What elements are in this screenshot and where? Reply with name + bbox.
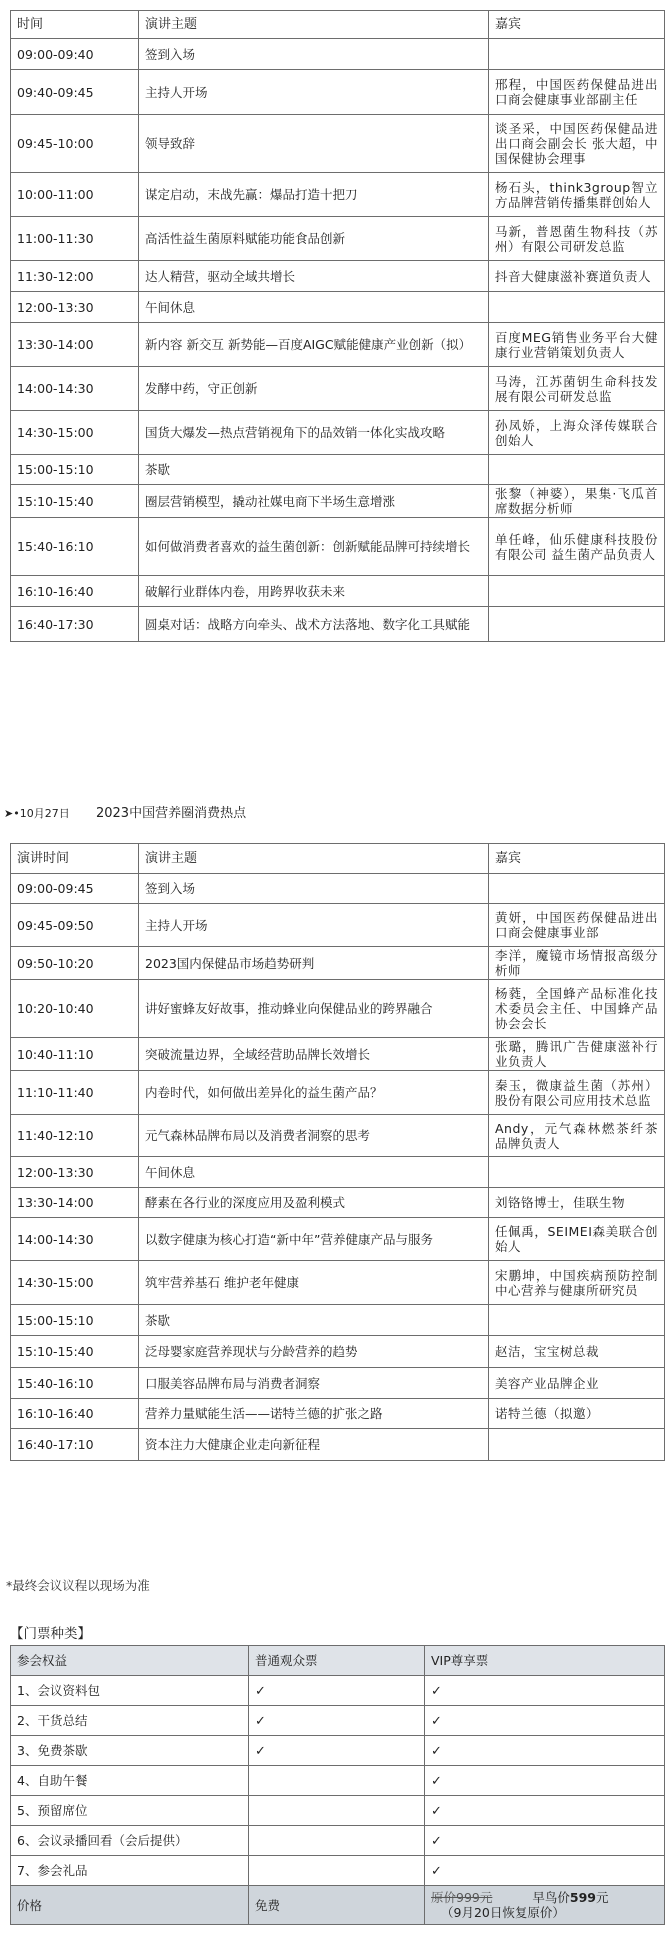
session-speaker: 马新，普恩菌生物科技（苏州）有限公司研发总监 [489,217,665,261]
session-topic: 讲好蜜蜂友好故事，推动蜂业向保健品业的跨界融合 [139,980,489,1038]
schedule-row [11,1218,665,1261]
session-time: 14:00-14:30 [11,1218,139,1261]
session-speaker [489,576,665,607]
session-speaker [489,292,665,323]
regular-benefit-cell [249,1676,425,1706]
session-topic: 主持人开场 [139,70,489,115]
schedule-row [11,1261,665,1305]
schedule-row [11,874,665,904]
session-topic: 2023国内保健品市场趋势研判 [139,947,489,980]
schedule-row [11,904,665,947]
schedule-row [11,1336,665,1368]
session-time: 11:10-11:40 [11,1071,139,1115]
session-speaker: 邢程，中国医药保健品进出口商会健康事业部副主任 [489,70,665,115]
session-speaker: 黄妍，中国医药保健品进出口商会健康事业部 [489,904,665,947]
check-icon: ✓ [431,1683,442,1699]
day2-date: ➤•10月27日 [4,807,70,820]
session-time: 09:00-09:45 [11,874,139,904]
schedule-row [11,1157,665,1188]
session-time: 09:45-10:00 [11,115,139,173]
session-topic: 领导致辞 [139,115,489,173]
session-time: 16:40-17:10 [11,1429,139,1461]
schedule-row [11,1368,665,1399]
schedule-row [11,485,665,518]
ticket-benefit-row [11,1736,665,1766]
session-speaker: 孙凤娇，上海众泽传媒联合创始人 [489,411,665,455]
session-topic: 酵素在各行业的深度应用及盈利模式 [139,1188,489,1218]
schedule-row [11,1188,665,1218]
ticket-header-row [11,1646,665,1676]
session-speaker [489,1157,665,1188]
session-speaker [489,1429,665,1461]
session-time: 16:40-17:30 [11,607,139,642]
session-speaker: 宋鹏坤，中国疾病预防控制中心营养与健康所研究员 [489,1261,665,1305]
header-regular-ticket: 普通观众票 [249,1646,425,1676]
vip-benefit-cell [425,1826,665,1856]
benefit-label: 3、免费茶歇 [11,1736,249,1766]
header-speaker: 嘉宾 [489,11,665,39]
schedule-row [11,261,665,292]
vip-benefit-cell [425,1706,665,1736]
vip-benefit-cell [425,1796,665,1826]
session-time: 14:30-15:00 [11,411,139,455]
vip-price [425,1886,665,1925]
ticket-table [10,1645,665,1925]
session-time: 16:10-16:40 [11,1399,139,1429]
check-icon: ✓ [255,1713,266,1729]
early-bird-label: 早鸟价 [532,1890,570,1905]
benefit-label: 6、会议录播回看（会后提供） [11,1826,249,1856]
check-icon: ✓ [431,1743,442,1759]
schedule-row [11,115,665,173]
vip-price-note: （9月20日恢复原价） [441,1905,565,1920]
session-speaker: 马涛，江苏菌钥生命科技发展有限公司研发总监 [489,367,665,411]
regular-benefit-cell [249,1706,425,1736]
day2-section-title [4,802,246,821]
vip-benefit-cell [425,1736,665,1766]
session-speaker: 杨石头，think3group智立方品牌营销传播集群创始人 [489,173,665,217]
check-icon: ✓ [431,1803,442,1819]
regular-benefit-cell [249,1826,425,1856]
session-time: 09:50-10:20 [11,947,139,980]
session-topic: 圆桌对话：战略方向牵头、战术方法落地、数字化工具赋能 [139,607,489,642]
regular-benefit-cell [249,1736,425,1766]
benefit-label: 2、干货总结 [11,1706,249,1736]
schedule-row [11,367,665,411]
session-topic: 元气森林品牌布局以及消费者洞察的思考 [139,1115,489,1157]
session-topic: 新内容 新交互 新势能—百度AIGC赋能健康产业创新（拟） [139,323,489,367]
session-speaker: 秦玉，微康益生菌（苏州）股份有限公司应用技术总监 [489,1071,665,1115]
schedule-row [11,576,665,607]
session-time: 10:00-11:00 [11,173,139,217]
check-icon: ✓ [431,1863,442,1879]
header-time: 演讲时间 [11,844,139,874]
header-topic: 演讲主题 [139,11,489,39]
session-topic: 口服美容品牌布局与消费者洞察 [139,1368,489,1399]
price-label: 价格 [11,1886,249,1925]
session-topic: 午间休息 [139,292,489,323]
ticket-types-heading: 【门票种类】 [10,1626,91,1642]
session-speaker: 抖音大健康滋补赛道负责人 [489,261,665,292]
regular-benefit-cell [249,1856,425,1886]
session-topic: 国货大爆发—热点营销视角下的品效销一体化实战攻略 [139,411,489,455]
schedule-row [11,1115,665,1157]
session-topic: 发酵中药，守正创新 [139,367,489,411]
regular-price: 免费 [249,1886,425,1925]
session-topic: 破解行业群体内卷，用跨界收获未来 [139,576,489,607]
day2-title: 2023中国营养圈消费热点 [95,806,247,821]
session-topic: 资本注力大健康企业走向新征程 [139,1429,489,1461]
schedule-row [11,1038,665,1071]
table-header-row [11,844,665,874]
session-time: 14:30-15:00 [11,1261,139,1305]
session-speaker: Andy，元气森林燃茶纤茶品牌负责人 [489,1115,665,1157]
check-icon: ✓ [431,1713,442,1729]
vip-original-price: 原价999元 [431,1890,493,1905]
session-time: 15:40-16:10 [11,518,139,576]
ticket-benefit-row [11,1796,665,1826]
session-speaker [489,455,665,485]
day2-schedule-table [10,843,665,1461]
schedule-row [11,411,665,455]
header-benefit: 参会权益 [11,1646,249,1676]
session-speaker: 谈圣采，中国医药保健品进出口商会副会长 张大超，中国保健协会理事 [489,115,665,173]
session-time: 09:45-09:50 [11,904,139,947]
vip-benefit-cell [425,1856,665,1886]
session-speaker: 刘铬铬博士，佳联生物 [489,1188,665,1218]
session-topic: 如何做消费者喜欢的益生菌创新：创新赋能品牌可持续增长 [139,518,489,576]
schedule-row [11,292,665,323]
vip-benefit-cell [425,1676,665,1706]
session-time: 15:10-15:40 [11,485,139,518]
session-time: 13:30-14:00 [11,1188,139,1218]
early-bird-value: 599 [569,1890,596,1905]
schedule-row [11,323,665,367]
session-time: 10:20-10:40 [11,980,139,1038]
schedule-row [11,39,665,70]
schedule-row [11,217,665,261]
header-speaker: 嘉宾 [489,844,665,874]
session-time: 09:40-09:45 [11,70,139,115]
benefit-label: 4、自助午餐 [11,1766,249,1796]
session-speaker [489,1305,665,1336]
header-topic: 演讲主题 [139,844,489,874]
session-speaker [489,39,665,70]
regular-benefit-cell [249,1796,425,1826]
benefit-label: 5、预留席位 [11,1796,249,1826]
check-icon: ✓ [431,1833,442,1849]
session-topic: 营养力量赋能生活——诺特兰德的扩张之路 [139,1399,489,1429]
schedule-row [11,1305,665,1336]
session-time: 15:40-16:10 [11,1368,139,1399]
session-topic: 内卷时代，如何做出差异化的益生菌产品？ [139,1071,489,1115]
session-time: 16:10-16:40 [11,576,139,607]
session-time: 15:10-15:40 [11,1336,139,1368]
session-time: 12:00-13:30 [11,292,139,323]
session-speaker [489,607,665,642]
session-speaker: 单任峰，仙乐健康科技股份有限公司 益生菌产品负责人 [489,518,665,576]
benefit-label: 1、会议资料包 [11,1676,249,1706]
schedule-row [11,1399,665,1429]
session-speaker [489,874,665,904]
session-topic: 午间休息 [139,1157,489,1188]
session-speaker: 张黎（神婆），果集·飞瓜首席数据分析师 [489,485,665,518]
session-time: 11:00-11:30 [11,217,139,261]
session-time: 13:30-14:00 [11,323,139,367]
session-time: 15:00-15:10 [11,1305,139,1336]
vip-early-bird-price [532,1890,608,1905]
table-header-row [11,11,665,39]
schedule-row [11,173,665,217]
session-topic: 茶歇 [139,1305,489,1336]
session-time: 11:30-12:00 [11,261,139,292]
session-speaker: 诺特兰德（拟邀） [489,1399,665,1429]
header-vip-ticket: VIP尊享票 [425,1646,665,1676]
session-time: 12:00-13:30 [11,1157,139,1188]
regular-benefit-cell [249,1766,425,1796]
day1-schedule-table [10,10,665,642]
header-time: 时间 [11,11,139,39]
session-topic: 筑牢营养基石 维护老年健康 [139,1261,489,1305]
schedule-row [11,980,665,1038]
session-speaker: 任佩禹，SEIMEI森美联合创始人 [489,1218,665,1261]
session-topic: 以数字健康为核心打造“新中年”营养健康产品与服务 [139,1218,489,1261]
session-speaker: 赵洁，宝宝树总裁 [489,1336,665,1368]
session-speaker: 美容产业品牌企业 [489,1368,665,1399]
session-speaker: 张璐，腾讯广告健康滋补行业负责人 [489,1038,665,1071]
session-time: 09:00-09:40 [11,39,139,70]
ticket-price-row [11,1886,665,1925]
schedule-row [11,455,665,485]
session-speaker: 杨蕤，全国蜂产品标准化技术委员会主任、中国蜂产品协会会长 [489,980,665,1038]
schedule-row [11,518,665,576]
schedule-row [11,607,665,642]
schedule-row [11,1071,665,1115]
session-topic: 签到入场 [139,39,489,70]
session-topic: 签到入场 [139,874,489,904]
session-topic: 达人精营，驱动全域共增长 [139,261,489,292]
ticket-benefit-row [11,1676,665,1706]
session-time: 11:40-12:10 [11,1115,139,1157]
session-topic: 圈层营销模型，撬动社媒电商下半场生意增涨 [139,485,489,518]
session-speaker: 百度MEG销售业务平台大健康行业营销策划负责人 [489,323,665,367]
session-topic: 泛母婴家庭营养现状与分龄营养的趋势 [139,1336,489,1368]
ticket-benefit-row [11,1856,665,1886]
schedule-row [11,70,665,115]
ticket-benefit-row [11,1766,665,1796]
agenda-note: *最终会议议程以现场为准 [6,1578,150,1593]
session-topic: 茶歇 [139,455,489,485]
check-icon: ✓ [255,1743,266,1759]
benefit-label: 7、参会礼品 [11,1856,249,1886]
session-time: 15:00-15:10 [11,455,139,485]
session-topic: 高活性益生菌原料赋能功能食品创新 [139,217,489,261]
session-topic: 主持人开场 [139,904,489,947]
early-bird-unit: 元 [595,1890,609,1905]
session-speaker: 李洋，魔镜市场情报高级分析师 [489,947,665,980]
session-time: 14:00-14:30 [11,367,139,411]
session-topic: 谋定启动，末战先赢：爆品打造十把刀 [139,173,489,217]
ticket-benefit-row [11,1706,665,1736]
check-icon: ✓ [431,1773,442,1789]
session-time: 10:40-11:10 [11,1038,139,1071]
ticket-benefit-row [11,1826,665,1856]
session-topic: 突破流量边界，全域经营助品牌长效增长 [139,1038,489,1071]
schedule-row [11,1429,665,1461]
vip-benefit-cell [425,1766,665,1796]
schedule-row [11,947,665,980]
check-icon: ✓ [255,1683,266,1699]
